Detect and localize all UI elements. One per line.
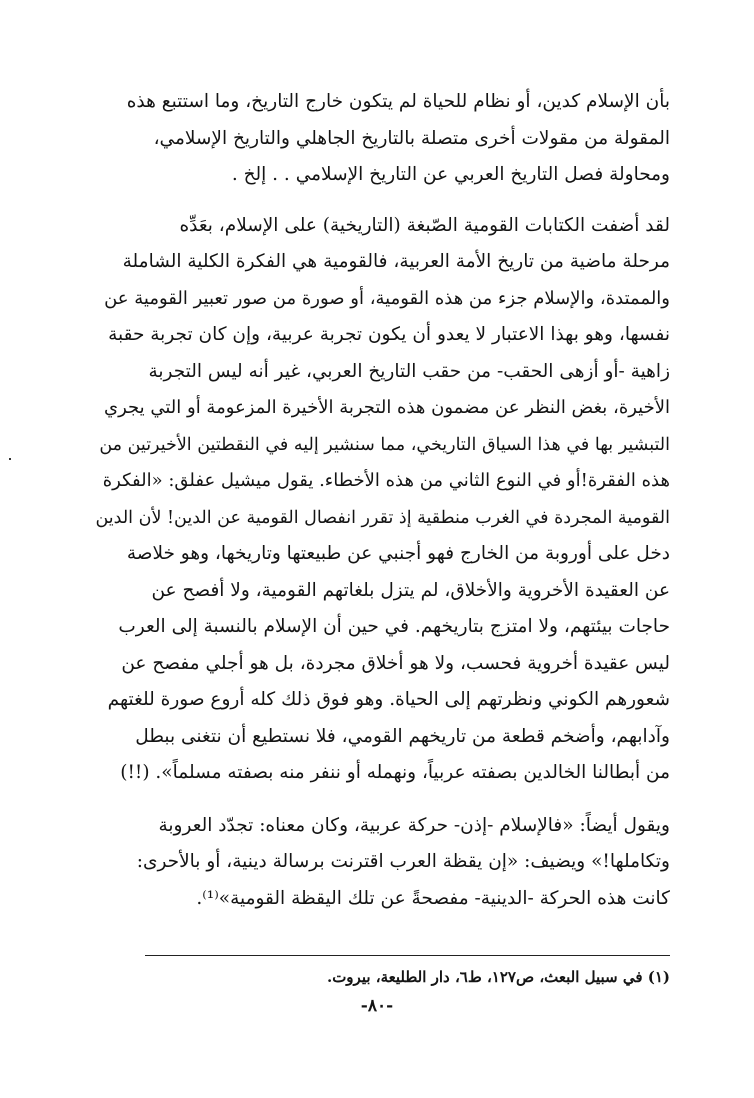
- text-line: وتكاملها!» ويضيف: «إن يقظة العرب اقترنت برسالة دينية، أو بالأحرى:: [136, 851, 670, 872]
- text-line: زاهية -أو أزهى الحقب- من حقب التاريخ العربي، غير أنه ليس التجربة: [148, 360, 670, 382]
- text-line: عن العقيدة الأخروية والأخلاق، لم يتزل بلغاتهم القومية، ولا أفصح عن: [151, 579, 670, 601]
- text-line: وآدابهم، وأضخم قطعة من تاريخهم القومي، فلا نستطيع أن نتغنى ببطل: [135, 725, 670, 747]
- page-body: [90, 84, 670, 917]
- text-line: من أبطالنا الخالدين بصفته عربياً، ونهمله أو ننفر منه بصفته مسلماً». (!!): [120, 762, 670, 783]
- page-number: -٨٠-: [360, 996, 394, 1016]
- text-line: الأخيرة، بغض النظر عن مضمون هذه التجربة الأخيرة المزعومة أو التي يجري: [103, 397, 670, 418]
- text-line: ويقول أيضاً: «فالإسلام -إذن- حركة عربية، وكان معناه: تجدّد العروبة: [158, 814, 670, 836]
- text-line: كانت هذه الحركة -الدينية- مفصحةً عن تلك اليقظة القومية»⁽¹⁾.: [196, 887, 670, 909]
- footnote: (١) في سبيل البعث، ص١٢٧، ط٦، دار الطليعة، بيروت.: [326, 968, 670, 986]
- text-line: نفسها، وهو بهذا الاعتبار لا يعدو أن يكون تجربة عربية، وإن كان تجربة حقبة: [108, 324, 670, 345]
- footnote-separator: [145, 955, 670, 956]
- text-line: بأن الإسلام كدين، أو نظام للحياة لم يتكون خارج التاريخ، وما استتبع هذه: [126, 91, 670, 112]
- text-line: والممتدة، والإسلام جزء من هذه القومية، أو صورة من صور تعبير القومية عن: [104, 287, 670, 309]
- paragraph-2: [90, 208, 670, 792]
- margin-mark: [9, 458, 11, 460]
- text-line: ومحاولة فصل التاريخ العربي عن التاريخ الإسلامي . . إلخ .: [231, 164, 670, 185]
- text-line: مرحلة ماضية من تاريخ الأمة العربية، فالقومية هي الفكرة الكلية الشاملة: [122, 251, 670, 272]
- text-line: لقد أضفت الكتابات القومية الصّبغة (التاريخية) على الإسلام، بعَدِّه: [179, 214, 670, 236]
- text-line: حاجات بيئتهم، ولا امتزج بتاريخهم. في حين أن الإسلام بالنسبة إلى العرب: [118, 616, 670, 637]
- text-line: دخل على أوروبة من الخارج فهو أجنبي عن طبيعتها وتاريخها، وهو خلاصة: [126, 543, 670, 564]
- text-line: المقولة من مقولات أخرى متصلة بالتاريخ الجاهلي والتاريخ الإسلامي،: [153, 127, 670, 149]
- paragraph-1: [90, 84, 670, 194]
- paragraph-3: [90, 808, 670, 918]
- text-line: هذه الفقرة!أو في النوع الثاني من هذه الأخطاء. يقول ميشيل عفلق: «الفكرة: [102, 470, 670, 491]
- text-line: ليس عقيدة أخروية فحسب، ولا هو أخلاق مجردة، بل هو أجلي مفصح عن: [121, 652, 670, 674]
- text-line: التبشير بها في هذا السياق التاريخي، مما سنشير إليه في النقطتين الأخيرتين من: [99, 434, 670, 455]
- text-line: القومية المجردة في الغرب منطقية إذ تقرر انفصال القومية عن الدين! لأن الدين: [95, 507, 670, 528]
- text-line: شعورهم الكوني ونظرتهم إلى الحياة. وهو فوق ذلك كله أروع صورة للغتهم: [107, 689, 670, 710]
